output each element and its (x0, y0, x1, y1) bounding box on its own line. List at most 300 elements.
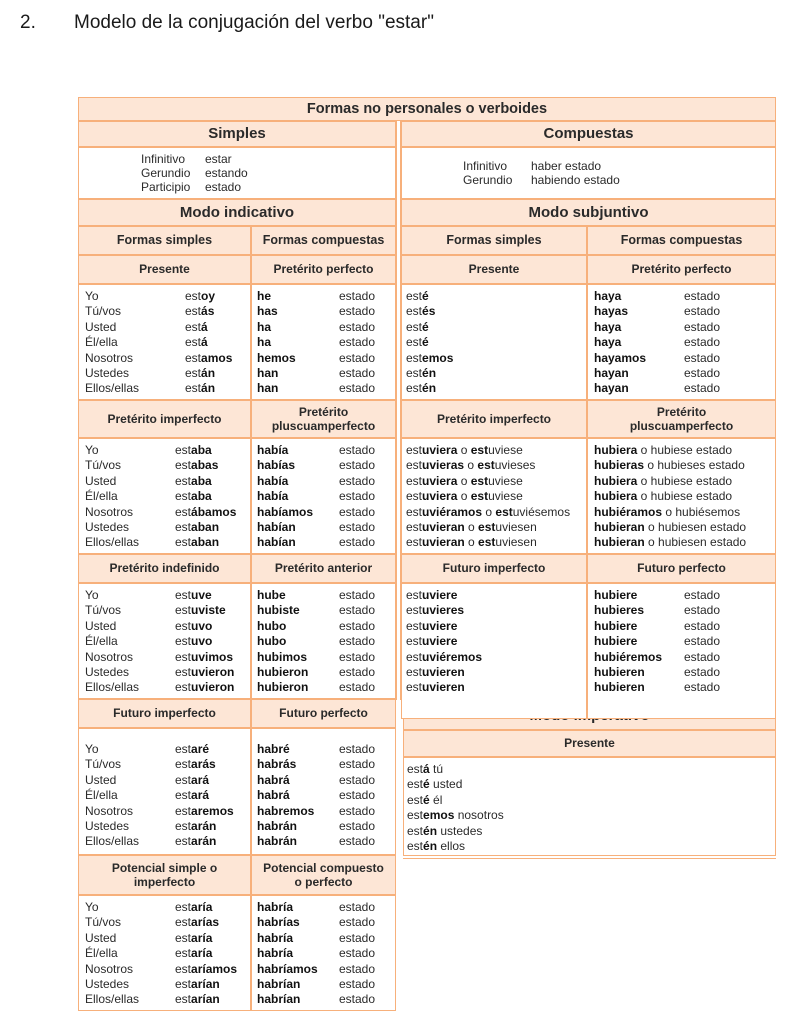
table-row (594, 443, 746, 458)
participle: estado (339, 834, 376, 849)
table-row (594, 505, 746, 520)
ending: én (423, 823, 438, 838)
participle: estado (339, 788, 376, 803)
auxiliary: había (257, 443, 289, 457)
form-value: estar (205, 152, 232, 166)
ending: á (201, 319, 208, 334)
auxiliary: he (257, 289, 272, 303)
ending: arías (191, 915, 220, 930)
ending: aría (191, 930, 213, 945)
participle: estado (339, 680, 376, 695)
conjugation-rows (594, 443, 746, 551)
ending: abas (191, 458, 219, 473)
verb-form: estaríamos (175, 961, 238, 976)
tense-body-compound (251, 438, 396, 554)
auxiliary: habría (257, 930, 294, 945)
tense-header-simple: Presente (401, 255, 587, 284)
verb-form: estamos (185, 350, 233, 365)
verb-form: estemos (406, 350, 454, 365)
table-row (406, 665, 482, 680)
person: Yo (85, 443, 99, 457)
participle: estado (339, 289, 376, 303)
ending: arás (191, 757, 216, 772)
alt-form: o hubiesen estado (644, 535, 747, 550)
person: Él/ella (85, 489, 118, 504)
verb-form: esté (406, 289, 429, 303)
verb-form: estarían (175, 976, 220, 991)
auxiliary: habían (257, 535, 296, 550)
participle: estado (684, 618, 721, 633)
ending: uvo (191, 618, 213, 633)
alt-form: o hubiese estado (637, 489, 733, 504)
ending: uviera (422, 473, 458, 488)
person: Ustedes (85, 664, 130, 679)
ending: á (201, 335, 208, 350)
participle: estado (339, 519, 376, 534)
participle: estado (339, 915, 376, 930)
verb-form: estarían (175, 992, 220, 1007)
person: Usted (85, 319, 117, 334)
auxiliary: habrá (257, 772, 290, 787)
auxiliary: haya (594, 289, 622, 303)
ending: á (423, 762, 430, 776)
ending: én (422, 365, 437, 380)
auxiliary: hubiéramos (594, 504, 663, 519)
participle: estado (339, 818, 376, 833)
participle: estado (684, 680, 721, 695)
verb-form: estuviere (406, 588, 458, 602)
ending: aría (191, 900, 213, 914)
ending: uvieran (422, 535, 465, 550)
table-row (594, 474, 746, 489)
table-row (406, 381, 453, 396)
form-label: Gerundio (463, 173, 513, 187)
auxiliary: habrán (257, 834, 298, 849)
participle: estado (339, 992, 376, 1007)
verb-form: estuviera o estuviese (406, 443, 523, 457)
verb-form: estuviera o estuviese (406, 489, 523, 504)
person: Él/ella (85, 634, 118, 649)
ending: ará (191, 788, 210, 803)
person: Ellos/ellas (85, 535, 140, 550)
tense-body-simple (78, 284, 251, 400)
ending: emos (422, 350, 454, 365)
participle: estado (339, 757, 376, 772)
verb-form: esté (406, 319, 429, 334)
person: Ellos/ellas (85, 992, 140, 1007)
tense-header-simple: Pretérito imperfecto (78, 400, 251, 438)
form-label: Infinitivo (141, 152, 186, 166)
person: Nosotros (85, 504, 134, 519)
ending: uviere (422, 588, 458, 602)
auxiliary: ha (257, 319, 272, 334)
verb-form: estaría (175, 930, 213, 945)
verb-form: estuvieran o estuviesen (406, 535, 537, 550)
auxiliary: hayan (594, 365, 629, 380)
verb-form: estuviere (406, 634, 458, 649)
ending: uviéremos (422, 649, 483, 664)
participle: estado (684, 588, 721, 602)
verb-form: estará (175, 772, 210, 787)
tense-body-simple (401, 284, 587, 400)
verb-form: estaba (175, 489, 212, 504)
table-row (594, 535, 746, 550)
table-row (406, 366, 453, 381)
tense-body-simple (401, 583, 587, 719)
ending: aba (191, 489, 212, 504)
alt-form: o hubiesen estado (644, 519, 747, 534)
tense-body-simple (78, 728, 251, 855)
ending: uviste (191, 603, 226, 618)
form-label: Gerundio (141, 166, 191, 180)
section-number: 2. (20, 12, 36, 33)
nonpersonal-item (141, 180, 248, 194)
verb-form: estaré (175, 742, 210, 756)
verb-form: estoy (185, 289, 216, 303)
form-value: habiendo estado (531, 173, 620, 187)
ending: uviera (422, 443, 458, 457)
auxiliary: hubiera (594, 473, 638, 488)
person: Ellos/ellas (85, 680, 140, 695)
ending: est (478, 535, 496, 550)
participle: estado (339, 504, 376, 519)
indicativo-simple-label: Formas simples (78, 226, 251, 255)
conjugation-rows (406, 588, 482, 696)
auxiliary: habrán (257, 818, 298, 833)
imperative-row: está tú (407, 762, 444, 776)
auxiliary: hubiste (257, 603, 300, 618)
ending: án (201, 365, 216, 380)
auxiliary: hubiera (594, 489, 638, 504)
indicativo-compound-label: Formas compuestas (251, 226, 396, 255)
ending: uvieran (422, 519, 465, 534)
person: Usted (85, 930, 117, 945)
person: Nosotros (85, 803, 134, 818)
simples-header: Simples (78, 121, 396, 147)
ending: arán (191, 818, 217, 833)
participle: estado (339, 976, 376, 991)
participle: estado (339, 803, 376, 818)
tense-body-compound (587, 438, 776, 554)
verb-form: estuvieres (406, 603, 465, 618)
ending: én (423, 838, 438, 853)
ending: é (422, 319, 429, 334)
person: Nosotros (85, 350, 134, 365)
table-row (406, 603, 482, 618)
ending: uviéramos (422, 504, 483, 519)
auxiliary: haya (594, 319, 622, 334)
auxiliary: hubieran (594, 519, 645, 534)
person: Él/ella (85, 788, 118, 803)
conjugation-rows (406, 289, 453, 397)
tense-header-simple: Potencial simple o imperfecto (78, 855, 251, 895)
person: Tú/vos (85, 304, 122, 319)
verb-form: estuvieron (175, 664, 235, 679)
verb-form: estuvieren (406, 680, 465, 695)
participle: estado (339, 319, 376, 334)
auxiliary: hubimos (257, 649, 307, 664)
ending: est (477, 458, 495, 473)
participle: estado (339, 772, 376, 787)
table-row (406, 335, 453, 350)
auxiliary: habríamos (257, 961, 318, 976)
alt-form: o hubiese estado (637, 473, 733, 488)
tense-header-compound: Futuro perfecto (587, 554, 776, 583)
compuestas-header: Compuestas (401, 121, 776, 147)
tense-header-compound: Pretérito anterior (251, 554, 396, 583)
auxiliary: habrías (257, 915, 300, 930)
compuestas-body (401, 147, 776, 199)
no-personales-banner: Formas no personales o verboides (78, 97, 776, 121)
alt-form: o hubieses estado (644, 458, 745, 473)
tense-body-simple (401, 438, 587, 554)
auxiliary: hemos (257, 350, 296, 365)
tense-body-compound (251, 895, 396, 1011)
participle: estado (339, 458, 376, 473)
auxiliary: habremos (257, 803, 315, 818)
participle: estado (339, 335, 376, 350)
person: Ellos/ellas (85, 834, 140, 849)
table-row (406, 505, 570, 520)
tense-header-simple: Pretérito imperfecto (401, 400, 587, 438)
verb-form: estuviera o estuviese (406, 473, 523, 488)
auxiliary: haya (594, 335, 622, 350)
ending: ás (201, 304, 215, 319)
auxiliary: han (257, 381, 279, 396)
verb-form: están (185, 365, 216, 380)
verb-form: está (185, 319, 208, 334)
verb-form: están (185, 381, 216, 396)
simples-body (78, 147, 396, 199)
form-label: Participio (141, 180, 191, 194)
table-row (406, 474, 570, 489)
ending: án (201, 381, 216, 396)
ending: é (423, 792, 430, 807)
participle: estado (339, 350, 376, 365)
form-value: estando (205, 166, 248, 180)
person: Tú/vos (85, 458, 122, 473)
verb-form: estabas (175, 458, 219, 473)
participle: estado (684, 304, 721, 319)
table-row (406, 443, 570, 458)
ending: é (422, 335, 429, 350)
ending: uvimos (191, 649, 234, 664)
section-heading (20, 12, 434, 34)
tense-body-simple (78, 583, 251, 699)
verb-form: estuviere (406, 618, 458, 633)
participle: estado (339, 535, 376, 550)
participle: estado (339, 649, 376, 664)
alt-form: o hubiésemos (662, 504, 741, 519)
table-row (406, 458, 570, 473)
ending: aríamos (191, 961, 238, 976)
ending: est (470, 443, 489, 457)
auxiliary: hubo (257, 634, 287, 649)
table-row (406, 520, 570, 535)
participle: estado (684, 664, 721, 679)
participle: estado (339, 473, 376, 488)
ending: est (470, 473, 489, 488)
person: Ustedes (85, 519, 130, 534)
auxiliary: hayamos (594, 350, 647, 365)
person: Yo (85, 900, 99, 914)
ending: ábamos (191, 504, 237, 519)
imperativo-body (403, 757, 776, 856)
nonpersonal-item (463, 159, 620, 173)
person: Usted (85, 618, 117, 633)
verb-form: estuvieras o estuvieses (406, 458, 536, 473)
tense-header-compound: Pretérito perfecto (251, 255, 396, 284)
person: Yo (85, 289, 99, 303)
participle: estado (339, 603, 376, 618)
verb-form: estaba (175, 473, 212, 488)
participle: estado (684, 603, 721, 618)
auxiliary: hubiera (594, 443, 638, 457)
imperative-row: estemos nosotros (407, 808, 504, 823)
subjuntivo-simple-label: Formas simples (401, 226, 587, 255)
participle: estado (339, 961, 376, 976)
tense-body-compound (251, 583, 396, 699)
auxiliary: habría (257, 946, 294, 961)
tense-body-simple (78, 438, 251, 554)
participle: estado (339, 930, 376, 945)
ending: amos (201, 350, 233, 365)
form-label: Infinitivo (463, 159, 508, 173)
ending: aban (191, 535, 220, 550)
participle: estado (339, 742, 376, 756)
ending: est (478, 519, 496, 534)
ending: emos (423, 808, 455, 823)
participle: estado (339, 381, 376, 396)
tense-header-simple: Futuro imperfecto (78, 699, 251, 728)
person: Ustedes (85, 365, 130, 380)
tense-header-simple: Pretérito indefinido (78, 554, 251, 583)
tense-body-compound (251, 728, 396, 855)
participle: estado (339, 664, 376, 679)
participle: estado (684, 365, 721, 380)
tense-header-simple: Futuro imperfecto (401, 554, 587, 583)
auxiliary: han (257, 365, 279, 380)
verb-form: estaría (175, 900, 213, 914)
table-row (406, 351, 453, 366)
ending: é (423, 777, 430, 792)
participle: estado (339, 365, 376, 380)
tense-header-compound: Pretérito pluscuamperfecto (251, 400, 396, 438)
verb-form: estarías (175, 915, 220, 930)
ending: uve (191, 588, 212, 602)
person: Nosotros (85, 961, 134, 976)
nonpersonal-item (141, 152, 248, 166)
person: Ellos/ellas (85, 381, 140, 396)
auxiliary: hayan (594, 381, 629, 396)
verb-form: estarán (175, 834, 217, 849)
verb-form: estuvo (175, 618, 213, 633)
ending: arán (191, 834, 217, 849)
ending: uviere (422, 618, 458, 633)
imperative-row: esté él (407, 792, 443, 807)
participle: estado (339, 588, 376, 602)
verb-form: estuvieren (406, 664, 465, 679)
tense-body-compound (251, 284, 396, 400)
ending: uviera (422, 489, 458, 504)
participle: estado (684, 289, 721, 303)
verb-form: estaban (175, 519, 220, 534)
ending: aremos (191, 803, 234, 818)
auxiliary: habíamos (257, 504, 314, 519)
auxiliary: hubieres (594, 603, 645, 618)
auxiliary: hubiere (594, 634, 638, 649)
ending: uvieres (422, 603, 465, 618)
verb-form: estuviste (175, 603, 226, 618)
ending: oy (201, 289, 216, 303)
tense-header-compound: Pretérito perfecto (587, 255, 776, 284)
table-row (406, 650, 482, 665)
subjuntivo-header: Modo subjuntivo (401, 199, 776, 226)
person: Tú/vos (85, 757, 122, 772)
auxiliary: habías (257, 458, 296, 473)
auxiliary: habría (257, 900, 294, 914)
ending: aba (191, 473, 212, 488)
auxiliary: hubiéremos (594, 649, 663, 664)
table-row (406, 489, 570, 504)
subjuntivo-compound-label: Formas compuestas (587, 226, 776, 255)
auxiliary: hayas (594, 304, 629, 319)
participle: estado (684, 634, 721, 649)
ending: uviere (422, 634, 458, 649)
auxiliary: habrían (257, 976, 301, 991)
ending: arían (191, 976, 220, 991)
participle: estado (684, 381, 721, 396)
auxiliary: hube (257, 588, 286, 602)
nonpersonal-item (463, 173, 620, 187)
table-row (594, 458, 746, 473)
ending: uvieren (422, 664, 465, 679)
alt-form: o hubiese estado (637, 443, 733, 457)
table-row (594, 520, 746, 535)
verb-form: estaría (175, 946, 213, 961)
auxiliary: habrían (257, 992, 301, 1007)
participle: estado (339, 900, 376, 914)
tense-header-compound: Potencial compuesto o perfecto (251, 855, 396, 895)
ending: ará (191, 772, 210, 787)
person: Yo (85, 588, 99, 602)
person: Ustedes (85, 818, 130, 833)
auxiliary: hubieron (257, 664, 309, 679)
verb-form: estábamos (175, 504, 237, 519)
ending: est (470, 489, 489, 504)
participle: estado (684, 319, 721, 334)
tense-header-compound: Pretérito pluscuamperfecto (587, 400, 776, 438)
participle: estado (339, 304, 376, 319)
ending: uvieras (422, 458, 465, 473)
auxiliary: hubiere (594, 588, 638, 602)
imperative-row: estén ustedes (407, 823, 483, 838)
auxiliary: hubieran (594, 535, 645, 550)
verb-form: estará (175, 788, 210, 803)
table-row (406, 634, 482, 649)
table-row (406, 320, 453, 335)
verb-form: estaban (175, 535, 220, 550)
auxiliary: había (257, 489, 289, 504)
participle: estado (339, 634, 376, 649)
ending: aré (191, 742, 210, 756)
auxiliary: hubiere (594, 618, 638, 633)
auxiliary: ha (257, 335, 272, 350)
person: Nosotros (85, 649, 134, 664)
imperativo-tense: Presente (403, 730, 776, 757)
tense-body-compound (587, 583, 776, 719)
auxiliary: había (257, 473, 289, 488)
